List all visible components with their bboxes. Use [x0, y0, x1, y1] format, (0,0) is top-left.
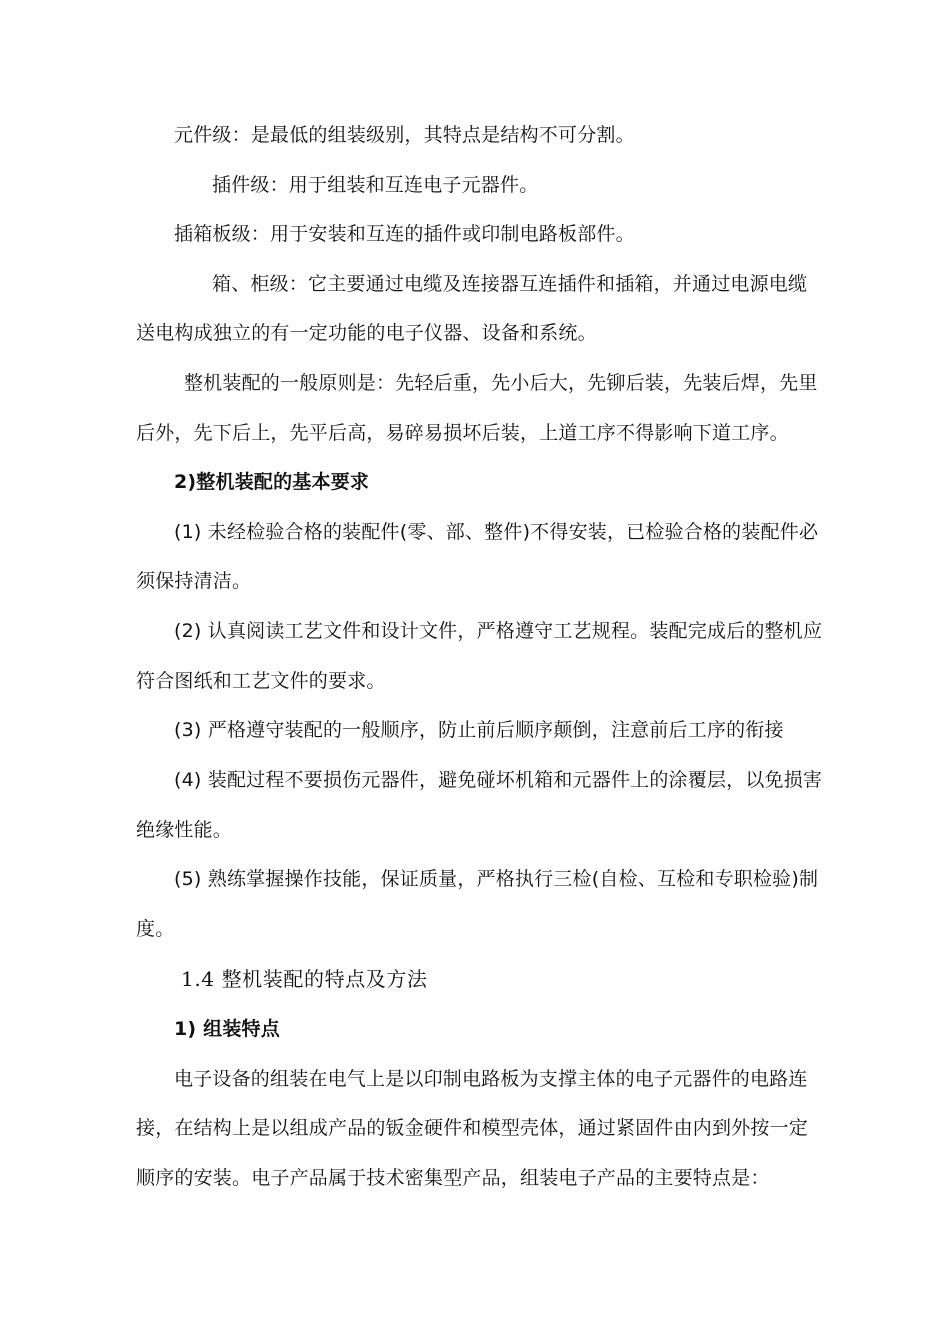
section-heading-basic-requirements: 2)整机装配的基本要求 — [174, 471, 370, 493]
requirement-item-5: (5) 熟练掌握操作技能，保证质量，严格执行三检(自检、互检和专职检验)制 — [174, 868, 819, 890]
requirement-item-1-continued: 须保持清洁。 — [136, 570, 252, 592]
requirement-item-2-continued: 符合图纸和工艺文件的要求。 — [136, 670, 386, 692]
text-line-plugin-level: 插件级：用于组装和互连电子元器件。 — [212, 174, 539, 196]
text-line-component-level: 元件级：是最低的组装级别，其特点是结构不可分割。 — [174, 124, 635, 146]
assembly-features-text-1: 电子设备的组装在电气上是以印制电路板为支撑主体的电子元器件的电路连 — [174, 1068, 808, 1090]
requirement-item-4: (4) 装配过程不要损伤元器件，避免碰坏机箱和元器件上的涂覆层，以免损害 — [174, 769, 823, 791]
requirement-item-5-continued: 度。 — [136, 918, 175, 940]
requirement-item-3: (3) 严格遵守装配的一般顺序，防止前后顺序颠倒，注意前后工序的衔接 — [174, 719, 784, 741]
text-line-cabinet-level: 箱、柜级：它主要通过电缆及连接器互连插件和插箱，并通过电源电缆 — [212, 273, 808, 295]
text-line-assembly-principle-continued: 后外，先下后上，先平后高，易碎易损坏后装，上道工序不得影响下道工序。 — [136, 422, 789, 444]
subsection-heading-assembly-features: 1) 组装特点 — [174, 1018, 280, 1040]
assembly-features-text-2: 接，在结构上是以组成产品的钣金硬件和模型壳体，通过紧固件由内到外按一定 — [136, 1117, 809, 1139]
assembly-features-text-3: 顺序的安装。电子产品属于技术密集型产品，组装电子产品的主要特点是： — [136, 1167, 770, 1189]
requirement-item-2: (2) 认真阅读工艺文件和设计文件，严格遵守工艺规程。装配完成后的整机应 — [174, 620, 823, 642]
text-line-cabinet-level-continued: 送电构成独立的有一定功能的电子仪器、设备和系统。 — [136, 322, 597, 344]
requirement-item-1: (1) 未经检验合格的装配件(零、部、整件)不得安装，已检验合格的装配件必 — [174, 521, 819, 543]
requirement-item-4-continued: 绝缘性能。 — [136, 819, 233, 841]
text-line-board-level: 插箱板级：用于安装和互连的插件或印制电路板部件。 — [174, 223, 635, 245]
section-heading-1-4: 1.4 整机装配的特点及方法 — [181, 967, 428, 991]
text-line-assembly-principle: 整机装配的一般原则是：先轻后重，先小后大，先铆后装，先装后焊，先里 — [184, 372, 818, 394]
